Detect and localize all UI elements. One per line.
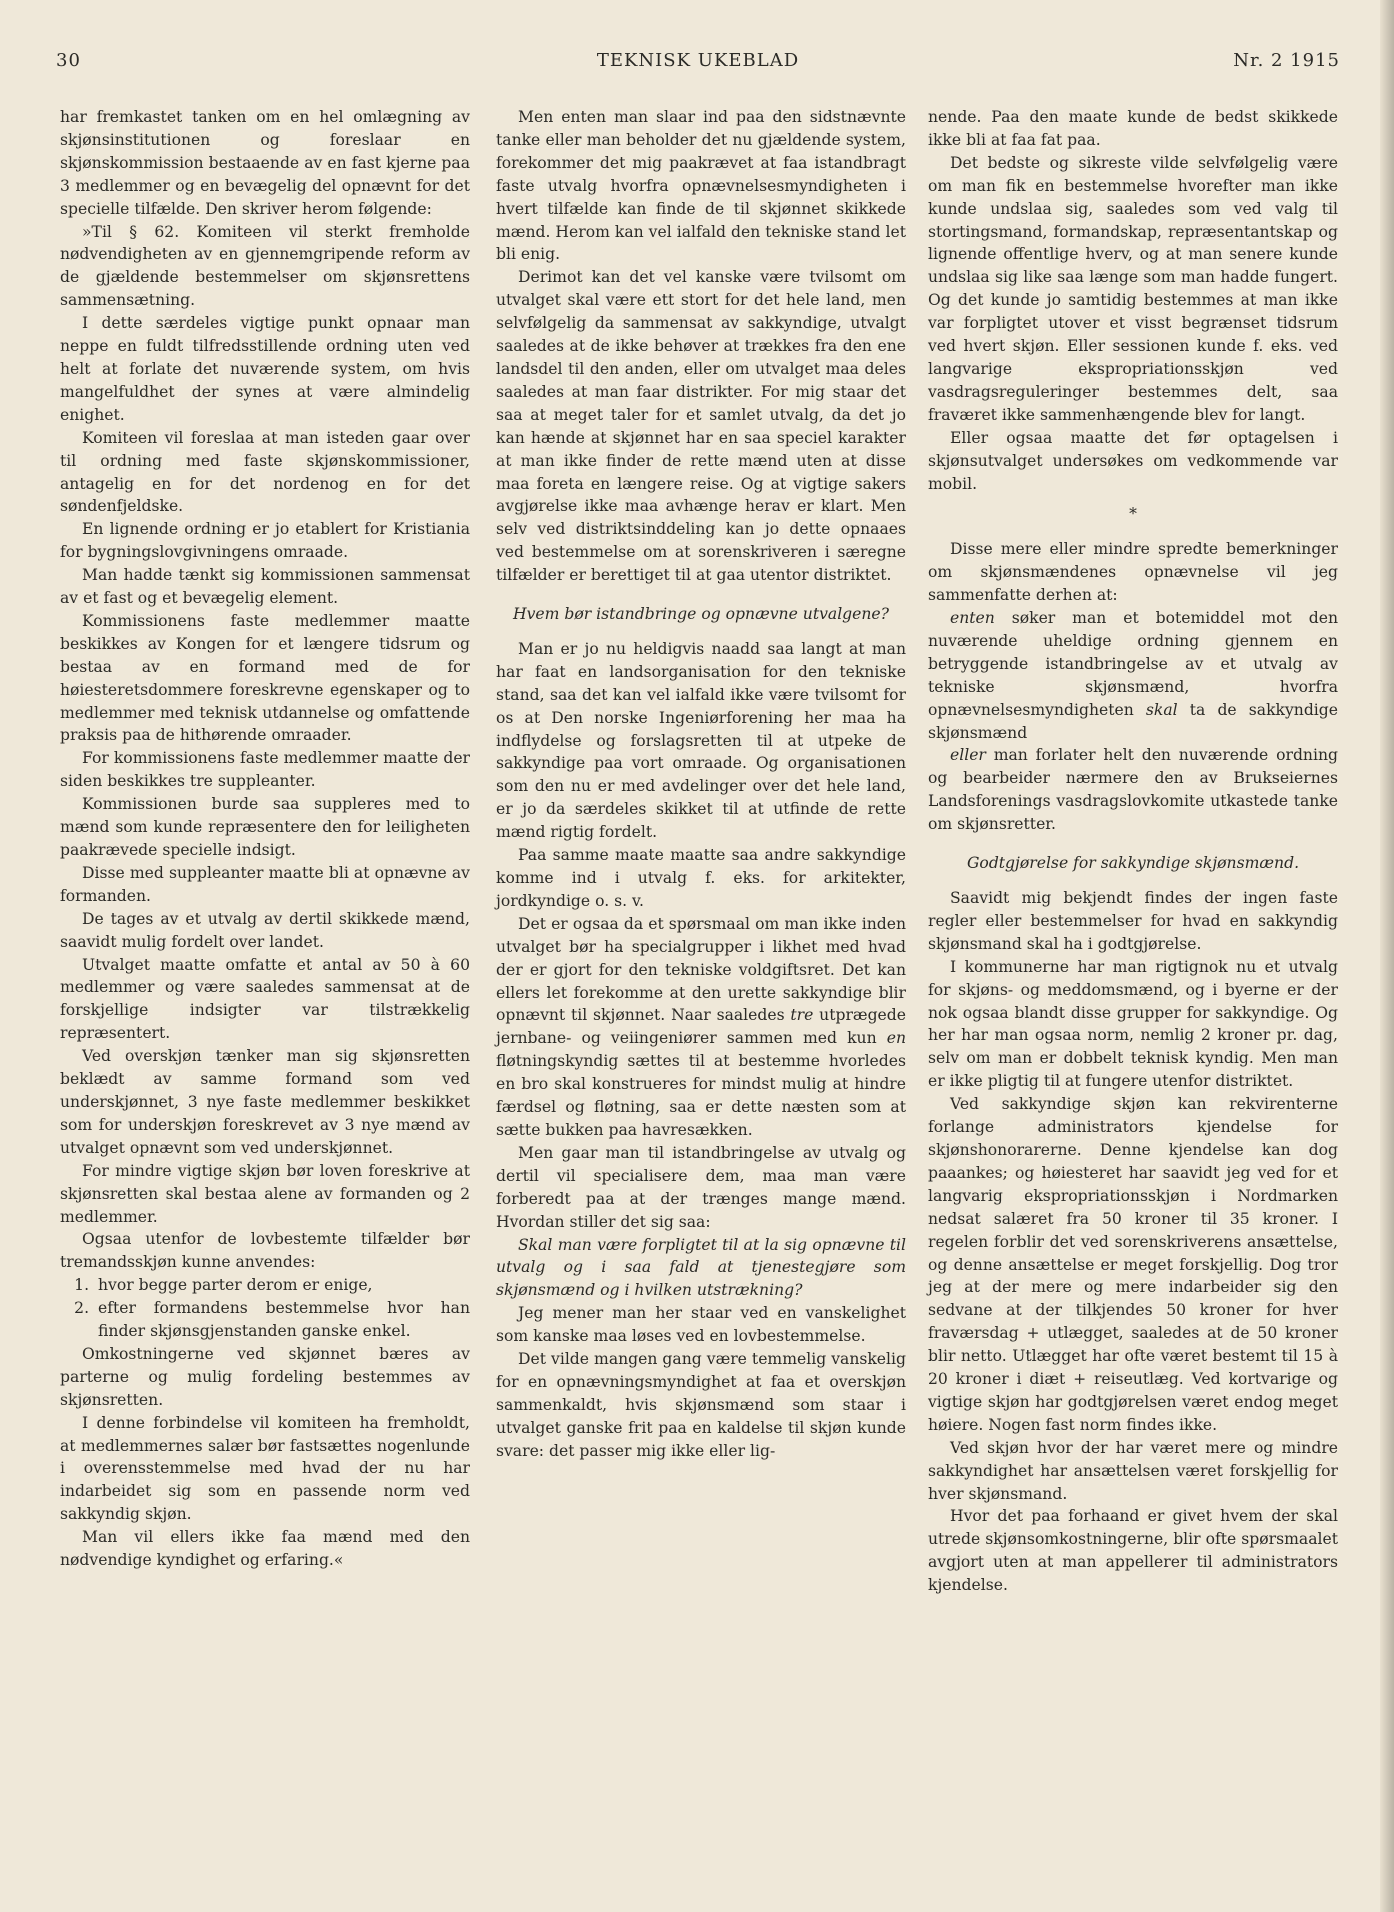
paragraph: Eller ogsaa maatte det før optagelsen i skjønsutvalget undersøkes om vedkommende var mobil.: [928, 428, 1338, 493]
paragraph-italic: Skal man være forpligtet til at la sig opnævne til utvalg og i saa fald at tjenestegjøre som skjønsmænd og i hvilken utstrækning?: [496, 1235, 906, 1300]
text-run: utprægede jernbane- og veiingeniører sammen med kun: [496, 1006, 906, 1048]
section-divider: *: [1129, 505, 1137, 524]
paragraph: Men enten man slaar ind paa den sidstnævnte tanke eller man beholder det nu gjældende system, forekommer det mig paakrævet at faa istandbragt faste utvalg hvorfra opnævnelsesmyndigheten i hvert tilfælde kan finde de til skjønnet skikkede mænd. Herom kan vel ialfald den tekniske stand let bli enig.: [496, 108, 906, 264]
paragraph: De tages av et utvalg av dertil skikkede mænd, saavidt mulig fordelt over landet.: [60, 909, 470, 951]
page-number: 30: [56, 50, 81, 71]
column-2: [496, 106, 906, 1463]
paragraph: nende. Paa den maate kunde de bedst skikkede ikke bli at faa fat paa.: [928, 108, 1338, 149]
column-3: [928, 106, 1338, 1597]
paragraph: Kommissionen burde saa suppleres med to mænd som kunde repræsentere den for leiligheten paakrævede specielle indsigt.: [60, 795, 470, 859]
paragraph: I denne forbindelse vil komiteen ha fremholdt, at medlemmernes salær bør fastsættes nogenlunde i overensstemmelse med hvad der nu har indarbeidet sig som en passende norm ved sakkyndig skjøn.: [60, 1413, 470, 1524]
paragraph: Man vil ellers ikke faa mænd med den nødvendige kyndighet og erfaring.«: [60, 1528, 470, 1570]
paragraph: En lignende ordning er jo etablert for Kristiania for bygningslovgivningens omraade.: [60, 520, 470, 562]
paragraph: Ved skjøn hvor der har været mere og mindre sakkyndighet har ansættelsen været forskjellig for hver skjønsmand.: [928, 1438, 1338, 1503]
publication-title: TEKNISK UKEBLAD: [596, 50, 800, 71]
paragraph: »Til § 62. Komiteen vil sterkt fremholde nødvendigheten av en gjennemgripende reform av de gjældende bestemmelser om skjønsrettens sammensætning.: [60, 222, 470, 310]
paragraph: Omkostningerne ved skjønnet bæres av parterne og mulig fordeling bestemmes av skjønsretten.: [60, 1344, 470, 1409]
emphasis: en: [886, 1029, 906, 1048]
paragraph: For mindre vigtige skjøn bør loven foreskrive at skjønsretten skal bestaa alene av formanden og 2 medlemmer.: [60, 1161, 470, 1226]
paragraph: Utvalget maatte omfatte et antal av 50 à 60 medlemmer og være saaledes sammensat at de forskjellige indsigter var tilstrækkelig repræsentert.: [60, 955, 470, 1043]
paragraph: Men gaar man til istandbringelse av utvalg og dertil vil specialisere dem, maa man være forberedt paa at der trænges mange mænd. Hvordan stiller det sig saa:: [496, 1143, 906, 1231]
paragraph: Jeg mener man her staar ved en vanskelighet som kanske maa løses ved en lovbestemmelse.: [496, 1304, 906, 1346]
emphasis: tre: [790, 1006, 814, 1025]
paragraph: Saavidt mig bekjendt findes der ingen faste regler eller bestemmelser for hvad en sakkyndig skjønsmand skal ha i godtgjørelse.: [928, 889, 1338, 953]
emphasis: enten: [950, 609, 995, 628]
issue-number: Nr. 2 1915: [1233, 50, 1340, 71]
paragraph: Komiteen vil foreslaa at man isteden gaar over til ordning med faste skjønskommissioner, antagelig en for det nordenog en for det søndenfjeldske.: [60, 428, 470, 516]
text-run: søker man et botemiddel mot den nuværende uheldige ordning gjennem en betryggende istandbringelse av et utvalg av tekniske skjønsmænd, hvorfra opnævnelsesmyndigheten: [928, 609, 1338, 719]
paragraph: I dette særdeles vigtige punkt opnaar man neppe en fuldt tilfredsstillende ordning uten ved helt at forlate det nuværende system, om hvis mangelfuldhet der synes at være almindelig enighet.: [60, 314, 470, 424]
paragraph: [928, 607, 1338, 744]
paragraph: Ogsaa utenfor de lovbestemte tilfælder bør tremandsskjøn kunne anvendes:: [60, 1230, 470, 1272]
paragraph: I kommunerne har man rigtignok nu et utvalg for skjøns- og meddomsmænd, og i byerne er der nok ogsaa blandt disse grupper for sakkyndige. Og her har man ogsaa norm, nemlig 2 kroner pr. dag, selv om man er dobbelt teknisk kyndig. Men man er ikke pligtig til at fungere utenfor distriktet.: [928, 957, 1338, 1091]
text-run: fløtningskyndig sættes til at bestemme hvorledes en bro skal konstrueres for mindst mulig at hindre færdsel og fløtning, saa er dette næsten som at sætte bukken paa havresækken.: [496, 1052, 906, 1139]
list-item: 1. hvor begge parter derom er enige,: [94, 1274, 470, 1297]
section-heading: Hvem bør istandbringe og opnævne utvalgene?: [512, 605, 890, 624]
list-item: 2. efter formandens bestemmelse hvor han finder skjønsgjenstanden ganske enkel.: [94, 1297, 470, 1343]
paragraph: Det bedste og sikreste vilde selvfølgelig være om man fik en bestemmelse hvorefter man ikke kunde undslaa sig, saaledes som ved valg til stortingsmand, formandskap, repræsentantskap og lignende offentlige hverv, og at man senere kunde undslaa sig like saa længe som man hadde fungert. Og det kunde jo samtidig bestemmes at man ikke var forpligtet utover et visst begrænset tidsrum ved hvert skjøn. Eller sessionen kunde f. eks. ved langvarige ekspropriationsskjøn ved vasdragsreguleringer bestemmes delt, saa fraværet ikke sammenhængende blev for langt.: [928, 153, 1338, 424]
paragraph: Det vilde mangen gang være temmelig vanskelig for en opnævningsmyndighet at faa et overskjøn sammenkaldt, hvis skjønsmænd som staar i utvalget ganske frit paa en kaldelse til skjøn kunde svare: det passer mig ikke eller lig-: [496, 1350, 906, 1460]
paragraph: Derimot kan det vel kanske være tvilsomt om utvalget skal være ett stort for det hele land, men selvfølgelig da sammensat av sakkyndige, utvalgt saaledes at de ikke behøver at trækkes fra den ene landsdel til den anden, eller om utvalget maa deles saaledes at man faar distrikter. For mig staar det saa at meget taler for et samlet utvalg, da det jo kan hænde at skjønnet har en saa speciel karakter at man ikke finder de rette mænd uten at disse maa foreta en længere reise. Og at vigtige sakers avgjørelse ikke maa avhænge herav er klart. Men selv ved distriktsinddeling kan jo dette opnaaes ved bestemmelse om at sorenskriveren i særegne tilfælder er berettiget til at gaa utentor distriktet.: [496, 268, 906, 585]
column-1: [60, 106, 470, 1572]
paragraph: Ved overskjøn tænker man sig skjønsretten beklædt av samme formand som ved underskjønnet, 3 nye faste medlemmer beskikket som for underskjøn foreskrevet av 3 nye mænd av utvalget opnævnt som ved underskjønnet.: [60, 1047, 470, 1157]
numbered-list: [60, 1274, 470, 1343]
paragraph: Disse med suppleanter maatte bli at opnævne av formanden.: [60, 863, 470, 905]
paragraph: Man hadde tænkt sig kommissionen sammensat av et fast og et bevægelig element.: [60, 566, 470, 608]
page-edge-shadow: [1380, 0, 1394, 1912]
paragraph: Disse mere eller mindre spredte bemerkninger om skjønsmændenes opnævnelse vil jeg sammenfatte derhen at:: [928, 540, 1338, 605]
paragraph: Ved sakkyndige skjøn kan rekvirenterne forlange administrators kjendelse for skjønshonorarerne. Denne kjendelse kan dog paaankes; og høiesteret har saavidt jeg ved for et langvarig ekspropriationsskjøn i Nordmarken nedsat salæret fra 50 kroner til 35 kroner. I regelen forblir det ved sorenskriverens ansættelse, og denne ansættelse er meget forskjellig. Dog tror jeg at der mere og mere indarbeider sig den sedvane at der tilkjendes 50 kroner for hver fraværsdag + utlægget, saaledes at de 50 kroner blir netto. Utlægget har ofte været bestemt til 15 à 20 kroner i diæt + reiseutlæg. Ved kortvarige og vigtige skjøn har godtgjørelsen været endog meget høiere. Nogen fast norm findes ikke.: [928, 1095, 1338, 1434]
section-heading: Godtgjørelse for sakkyndige skjønsmænd.: [966, 854, 1300, 873]
paragraph: har fremkastet tanken om en hel omlægning av skjønsinstitutionen og foreslaar en skjønskommission bestaaende av en fast kjerne paa 3 medlemmer og en bevægelig del opnævnt for det specielle tilfælde. Den skriver herom følgende:: [60, 108, 470, 218]
paragraph: Hvor det paa forhaand er givet hvem der skal utrede skjønsomkostningerne, blir ofte spørsmaalet avgjort uten at man appellerer til administrators kjendelse.: [928, 1507, 1338, 1595]
emphasis: eller: [950, 746, 986, 765]
paragraph: For kommissionens faste medlemmer maatte der siden beskikkes tre suppleanter.: [60, 749, 470, 791]
paragraph: Man er jo nu heldigvis naadd saa langt at man har faat en landsorganisation for den tekniske stand, saa det kan vel ialfald ikke være tvilsomt for os at Den norske Ingeniørforening her maa ha indflydelse og forslagsretten til at utpeke de sakkyndige paa vort omraade. Og organisationen som den nu er med avdelinger over det hele land, er jo da særdeles skikket til at utfinde de rette mænd rigtig fordelt.: [496, 639, 906, 842]
text-run: ta de sakkyndige skjønsmænd: [928, 700, 1338, 742]
emphasis: skal: [1145, 700, 1178, 719]
paragraph: [928, 744, 1338, 836]
page-header: [56, 50, 1340, 80]
text-run: man forlater helt den nuværende ordning og bearbeider nærmere den av Brukseiernes Landsforenings vasdragslovkomite utkastede tanke om skjønsretter.: [928, 746, 1338, 834]
text-run: Det er ogsaa da et spørsmaal om man ikke inden utvalget bør ha specialgrupper i likhet med hvad der er gjort for den tekniske voldgiftsret. Det kan ellers let forekomme at den urette sakkyndige blir opnævnt til skjønnet. Naar saaledes: [496, 914, 906, 1025]
paragraph: [496, 913, 906, 1142]
paragraph: Paa samme maate maatte saa andre sakkyndige komme ind i utvalg f. eks. for arkitekter, jordkyndige o. s. v.: [496, 846, 906, 910]
paragraph: Kommissionens faste medlemmer maatte beskikkes av Kongen for et længere tidsrum og bestaa av en formand med de for høiesteretsdommere foreskrevne egenskaper og to medlemmer med teknisk utdannelse og omfattende praksis paa de hithørende omraader.: [60, 611, 470, 745]
